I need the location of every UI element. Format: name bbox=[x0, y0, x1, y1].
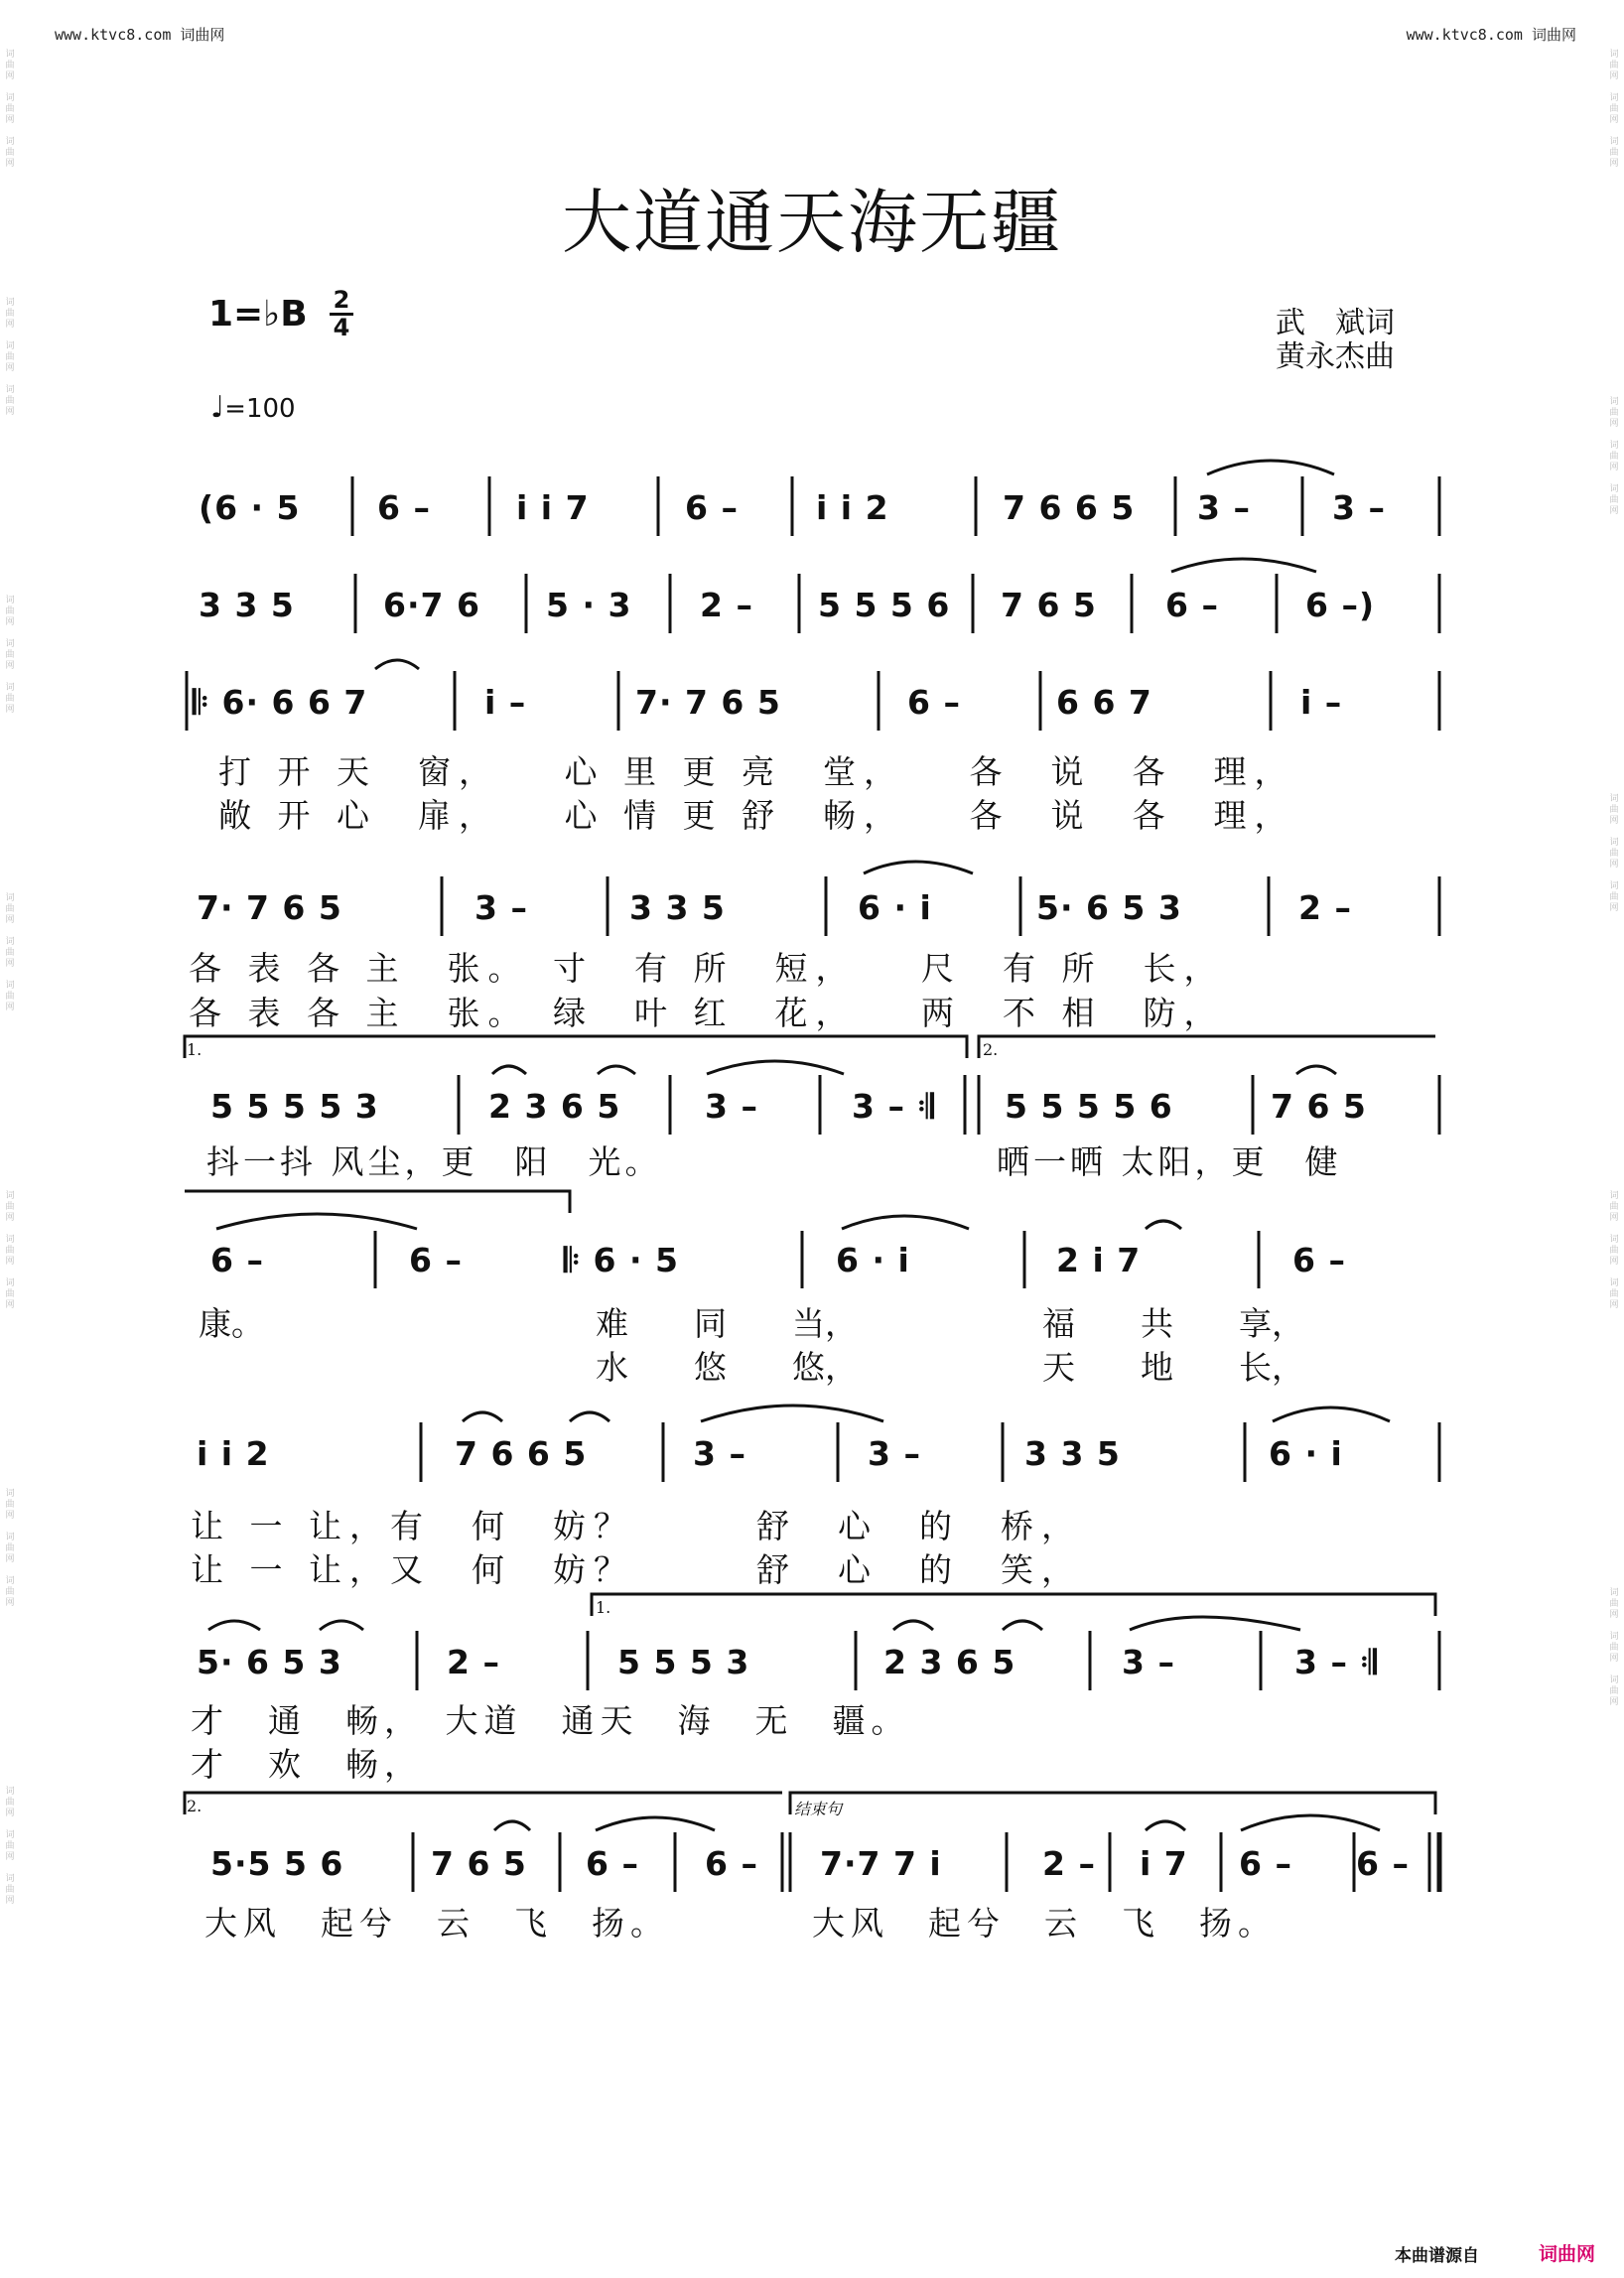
measure: i i 2 bbox=[816, 488, 889, 527]
measure: 3 – bbox=[1197, 488, 1251, 527]
measure: 2 – bbox=[700, 586, 753, 624]
slur bbox=[1296, 1066, 1336, 1074]
slur bbox=[320, 1621, 363, 1630]
measure: i i 2 bbox=[197, 1434, 270, 1473]
side-watermark-left: 词曲网 词曲网 词曲网 bbox=[5, 1191, 15, 1310]
measure: 6 · i bbox=[836, 1241, 910, 1279]
slur bbox=[842, 1216, 969, 1229]
volta-bracket bbox=[185, 1191, 570, 1213]
slur bbox=[701, 1406, 883, 1421]
slur bbox=[864, 862, 973, 873]
volta-second-label: 2. bbox=[983, 1040, 999, 1059]
side-watermark-left: 词曲网 词曲网 词曲网 bbox=[5, 1489, 15, 1608]
lyric-line-verse-2: 天 地 长， bbox=[1042, 1348, 1304, 1387]
slur bbox=[216, 1214, 417, 1229]
measure: 7 6 5 bbox=[1271, 1087, 1367, 1126]
header-site-left[interactable]: www.ktvc8.com 词曲网 bbox=[55, 26, 225, 44]
slur bbox=[1241, 1815, 1380, 1830]
tempo-marking: ♩=100 bbox=[210, 390, 296, 425]
measure: 𝄆 6 · 5 bbox=[564, 1241, 679, 1279]
quarter-note-icon: ♩ bbox=[210, 390, 225, 425]
lyric-line-verse-2: 各 表 各 主 张。 绿 叶 红 花， 两 不 相 防， bbox=[189, 994, 1225, 1032]
lyric-line-verse-1: 福 共 享， bbox=[1042, 1304, 1304, 1343]
key-signature: 1=♭B bbox=[208, 294, 308, 335]
measure: 6 · i bbox=[858, 888, 932, 927]
measure: 6 – bbox=[210, 1241, 264, 1279]
lyric-line-verse-1: 让 一 让，有 何 妨？ 舒 心 的 桥， bbox=[191, 1507, 1082, 1545]
measure: (6 · 5 bbox=[199, 488, 301, 527]
measure: 6 – bbox=[1239, 1844, 1292, 1883]
measure: 3 – bbox=[474, 888, 528, 927]
measure: 6 6 7 bbox=[1056, 683, 1152, 722]
measure: 6·7 6 bbox=[383, 586, 480, 624]
measure: 𝄆 6· 6 6 7 bbox=[193, 683, 368, 722]
measure: 7·7 7 i bbox=[820, 1844, 942, 1883]
composer-credit: 黄永杰曲 bbox=[1276, 339, 1395, 374]
measure: 3 – bbox=[693, 1434, 746, 1473]
lyric-line-verse-1: 难 同 当， bbox=[596, 1304, 858, 1343]
slur bbox=[375, 660, 419, 669]
measure: 3 – 𝄇 bbox=[852, 1087, 935, 1126]
measure: 5· 6 5 3 bbox=[1036, 888, 1182, 927]
measure: i – bbox=[1300, 683, 1343, 722]
measure: 3 3 5 bbox=[1024, 1434, 1121, 1473]
volta-bracket bbox=[185, 1036, 967, 1058]
lyricist-credit: 武 斌词 bbox=[1276, 306, 1395, 340]
slur bbox=[1207, 461, 1334, 474]
measure: i – bbox=[484, 683, 527, 722]
side-watermark-right: 词曲网 词曲网 词曲网 bbox=[1609, 1191, 1619, 1310]
lyric-line-verse-1: 才 通 畅， 大道 通天 海 无 疆。 bbox=[191, 1701, 910, 1740]
volta-bracket bbox=[592, 1594, 1435, 1616]
song-title: 大道通天海无疆 bbox=[562, 182, 1062, 263]
measure: 5 5 5 5 3 bbox=[210, 1087, 379, 1126]
measure: 7· 7 6 5 bbox=[635, 683, 781, 722]
measure: 5 5 5 6 bbox=[818, 586, 951, 624]
measure: 6 · i bbox=[1269, 1434, 1343, 1473]
slur bbox=[492, 1066, 526, 1074]
footer-brand-link[interactable]: 词曲网 bbox=[1539, 2243, 1596, 2265]
slur bbox=[463, 1412, 502, 1421]
measure: 6 – bbox=[685, 488, 739, 527]
volta-bracket bbox=[790, 1793, 1435, 1814]
measure: 6 –) bbox=[1305, 586, 1376, 624]
measure: 2 – bbox=[1042, 1844, 1096, 1883]
measure: 5· 6 5 3 bbox=[197, 1643, 342, 1681]
measure: 6 – bbox=[1356, 1844, 1410, 1883]
slur bbox=[208, 1621, 260, 1630]
measure: i i 7 bbox=[516, 488, 590, 527]
side-watermark-left: 词曲网 词曲网 词曲网 bbox=[5, 893, 15, 1012]
measure: 7 6 6 5 bbox=[455, 1434, 588, 1473]
lyric-line-verse-2: 水 悠 悠， bbox=[596, 1348, 858, 1387]
slur bbox=[570, 1412, 609, 1421]
measure: 6 – bbox=[409, 1241, 463, 1279]
measure: 2 – bbox=[447, 1643, 500, 1681]
volta-bracket bbox=[185, 1793, 782, 1814]
measure: 3 – bbox=[705, 1087, 758, 1126]
measure: 7 6 6 5 bbox=[1003, 488, 1136, 527]
measure: 6 – bbox=[907, 683, 961, 722]
measure: 2 3 6 5 bbox=[883, 1643, 1016, 1681]
header-site-right[interactable]: www.ktvc8.com 词曲网 bbox=[1406, 26, 1576, 44]
measure: i 7 bbox=[1140, 1844, 1188, 1883]
side-watermark-right: 词曲网 词曲网 词曲网 bbox=[1609, 794, 1619, 913]
side-watermark-right: 词曲网 词曲网 词曲网 bbox=[1609, 50, 1619, 169]
measure: 5 · 3 bbox=[546, 586, 632, 624]
slur bbox=[707, 1061, 844, 1074]
measure: 6 – bbox=[377, 488, 431, 527]
measure: 5 5 5 5 6 bbox=[1005, 1087, 1173, 1126]
slur bbox=[893, 1621, 933, 1630]
measure: 3 3 5 bbox=[199, 586, 295, 624]
lyric-line-verse-2: 才 欢 畅， bbox=[191, 1745, 423, 1784]
measure: 7 6 5 bbox=[431, 1844, 527, 1883]
slur bbox=[1130, 1617, 1300, 1630]
volta-first-label: 1. bbox=[187, 1040, 203, 1059]
volta-ending-label: 结束句 bbox=[794, 1800, 843, 1818]
measure: 7 6 5 bbox=[1001, 586, 1097, 624]
volta-first-label: 1. bbox=[596, 1598, 611, 1617]
lyric-line-first-ending: 抖一抖 风尘，更 阳 光。 bbox=[206, 1142, 662, 1181]
lyric-line-verse-2: 让 一 让，又 何 妨？ 舒 心 的 笑， bbox=[191, 1550, 1082, 1589]
side-watermark-left: 词曲网 词曲网 词曲网 bbox=[5, 596, 15, 715]
slur bbox=[1003, 1621, 1042, 1630]
lyric-line-second-ending: 晒一晒 太阳，更 健 bbox=[997, 1142, 1342, 1181]
side-watermark-right: 词曲网 词曲网 词曲网 bbox=[1609, 1588, 1619, 1707]
side-watermark-left: 词曲网 词曲网 词曲网 bbox=[5, 50, 15, 169]
lyric-line-verse-1: 打 开 天 窗， 心 里 更 亮 堂， 各 说 各 理， bbox=[218, 752, 1295, 791]
lyric-line-second-ending: 大风 起兮 云 飞 扬。 bbox=[204, 1904, 669, 1943]
side-watermark-right: 词曲网 词曲网 词曲网 bbox=[1609, 397, 1619, 516]
measure: 2 3 6 5 bbox=[488, 1087, 621, 1126]
measure: 6 – bbox=[586, 1844, 639, 1883]
slur bbox=[1171, 559, 1316, 572]
measure: 3 – 𝄇 bbox=[1294, 1643, 1378, 1681]
slur bbox=[494, 1821, 530, 1830]
measure: 3 3 5 bbox=[629, 888, 726, 927]
lyric-ending-word: 康。 bbox=[199, 1304, 264, 1343]
measure: 5·5 5 6 bbox=[210, 1844, 344, 1883]
time-signature: 2 4 bbox=[330, 288, 353, 340]
measure: 2 – bbox=[1298, 888, 1352, 927]
measure: 2 i 7 bbox=[1056, 1241, 1142, 1279]
footer-source-label: 本曲谱源自 bbox=[1395, 2246, 1479, 2266]
measure: 6 – bbox=[1292, 1241, 1346, 1279]
slur bbox=[596, 1817, 715, 1830]
slur bbox=[1146, 1821, 1185, 1830]
side-watermark-left: 词曲网 词曲网 词曲网 bbox=[5, 298, 15, 417]
slur bbox=[1273, 1407, 1390, 1421]
lyric-line-coda: 大风 起兮 云 飞 扬。 bbox=[812, 1904, 1277, 1943]
volta-bracket bbox=[979, 1036, 1435, 1058]
slur bbox=[598, 1066, 635, 1074]
measure: 7· 7 6 5 bbox=[197, 888, 342, 927]
measure: 5 5 5 3 bbox=[617, 1643, 750, 1681]
slur bbox=[1146, 1221, 1181, 1229]
lyric-line-verse-2: 敞 开 心 扉， 心 情 更 舒 畅， 各 说 各 理， bbox=[218, 796, 1295, 835]
measure: 3 – bbox=[1332, 488, 1386, 527]
volta-second-label: 2. bbox=[187, 1797, 203, 1815]
side-watermark-left: 词曲网 词曲网 词曲网 bbox=[5, 1787, 15, 1906]
measure: 6 – bbox=[705, 1844, 758, 1883]
lyric-line-verse-1: 各 表 各 主 张。 寸 有 所 短， 尺 有 所 长， bbox=[189, 949, 1225, 988]
measure: 3 – bbox=[868, 1434, 921, 1473]
measure: 3 – bbox=[1122, 1643, 1175, 1681]
measure: 6 – bbox=[1165, 586, 1219, 624]
